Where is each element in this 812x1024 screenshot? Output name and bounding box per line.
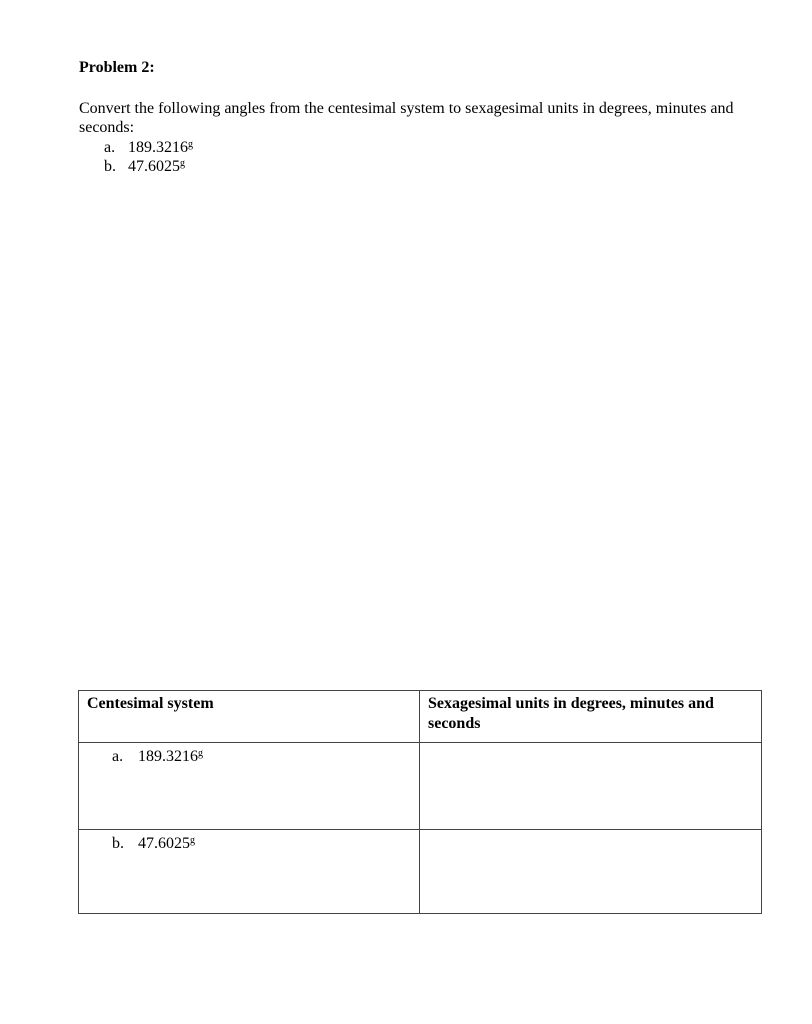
header-centesimal: Centesimal system	[79, 691, 420, 743]
problem-instructions: Convert the following angles from the centesimal system to sexagesimal units in degrees, minutes and seconds:	[79, 100, 734, 136]
angle-value: 47.6025	[138, 835, 190, 852]
grad-unit: g	[188, 139, 193, 150]
angle-item-a	[104, 138, 193, 157]
grad-unit: g	[198, 748, 203, 759]
answer-cell-b[interactable]	[420, 830, 762, 914]
header-sexagesimal: Sexagesimal units in degrees, minutes and seconds	[420, 691, 762, 743]
list-marker: a.	[112, 748, 124, 765]
angle-value: 47.6025	[128, 158, 180, 175]
list-marker: b.	[104, 158, 116, 175]
centesimal-cell-b	[79, 830, 420, 914]
table-row	[79, 830, 762, 914]
angle-value: 189.3216	[138, 748, 198, 765]
angle-value: 189.3216	[128, 139, 188, 156]
list-marker: a.	[104, 139, 116, 156]
answer-cell-a[interactable]	[420, 743, 762, 830]
centesimal-cell-a	[79, 743, 420, 830]
grad-unit: g	[180, 158, 185, 169]
problem-heading: Problem 2:	[79, 59, 155, 76]
angle-list	[104, 138, 193, 176]
table-row	[79, 743, 762, 830]
list-marker: b.	[112, 835, 124, 852]
answer-table	[78, 690, 762, 914]
grad-unit: g	[190, 835, 195, 846]
angle-item-b	[104, 157, 193, 176]
table-header-row	[79, 691, 762, 743]
